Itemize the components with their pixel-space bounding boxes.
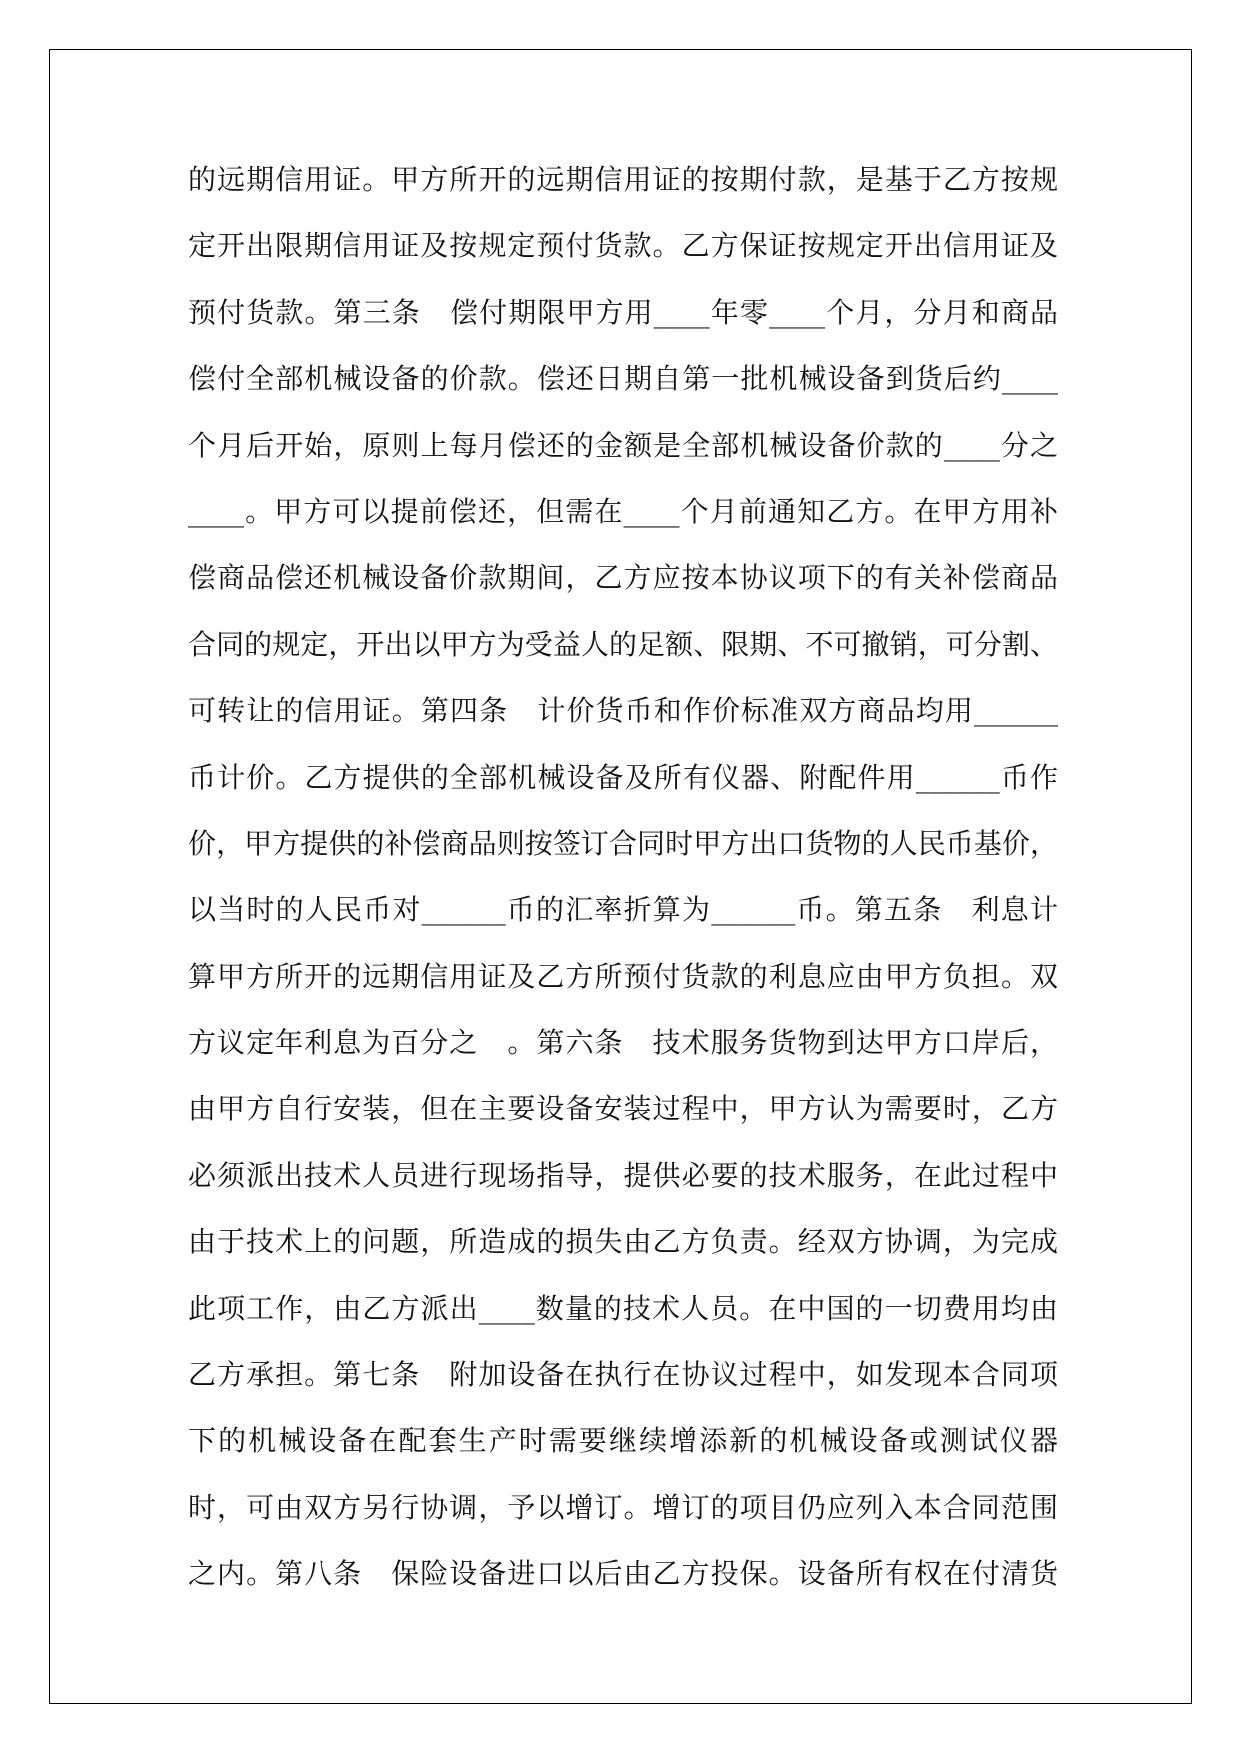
text-line: 定开出限期信用证及按规定预付货款。乙方保证按规定开出信用证及 xyxy=(188,229,1058,263)
text-line: 价，甲方提供的补偿商品则按签订合同时甲方出口货物的人民币基价， xyxy=(188,826,1058,860)
text-line: 此项工作，由乙方派出____数量的技术人员。在中国的一切费用均由 xyxy=(188,1291,1058,1325)
text-line: 由于技术上的问题，所造成的损失由乙方负责。经双方协调，为完成 xyxy=(188,1225,1058,1259)
text-line: ____。甲方可以提前偿还，但需在____个月前通知乙方。在甲方用补 xyxy=(188,494,1058,528)
text-line: 以当时的人民币对______币的汇率折算为______币。第五条 利息计 xyxy=(188,893,1058,927)
contract-body-text xyxy=(188,160,1058,1621)
text-line: 之内。第八条 保险设备进口以后由乙方投保。设备所有权在付清货 xyxy=(188,1557,1058,1591)
text-line: 算甲方所开的远期信用证及乙方所预付货款的利息应由甲方负担。双 xyxy=(188,959,1058,993)
text-line: 预付货款。第三条 偿付期限甲方用____年零____个月，分月和商品 xyxy=(188,295,1058,329)
text-line: 偿商品偿还机械设备价款期间，乙方应按本协议项下的有关补偿商品 xyxy=(188,561,1058,595)
text-line: 下的机械设备在配套生产时需要继续增添新的机械设备或测试仪器 xyxy=(188,1424,1058,1458)
text-line: 个月后开始，原则上每月偿还的金额是全部机械设备价款的____分之 xyxy=(188,428,1058,462)
text-line: 方议定年利息为百分之 。第六条 技术服务货物到达甲方口岸后， xyxy=(188,1026,1058,1060)
text-line: 合同的规定，开出以甲方为受益人的足额、限期、不可撤销，可分割、 xyxy=(188,627,1058,661)
text-line: 的远期信用证。甲方所开的远期信用证的按期付款，是基于乙方按规 xyxy=(188,163,1058,196)
text-line: 币计价。乙方提供的全部机械设备及所有仪器、附配件用______币作 xyxy=(188,760,1058,794)
text-line: 由甲方自行安装，但在主要设备安装过程中，甲方认为需要时，乙方 xyxy=(188,1092,1058,1126)
text-line: 必须派出技术人员进行现场指导，提供必要的技术服务，在此过程中 xyxy=(188,1158,1058,1192)
text-line: 时，可由双方另行协调，予以增订。增订的项目仍应列入本合同范围 xyxy=(188,1490,1058,1524)
text-line: 乙方承担。第七条 附加设备在执行在协议过程中，如发现本合同项 xyxy=(188,1358,1058,1392)
text-line: 偿付全部机械设备的价款。偿还日期自第一批机械设备到货后约____ xyxy=(188,362,1058,396)
text-line: 可转让的信用证。第四条 计价货币和作价标准双方商品均用______ xyxy=(188,694,1058,728)
